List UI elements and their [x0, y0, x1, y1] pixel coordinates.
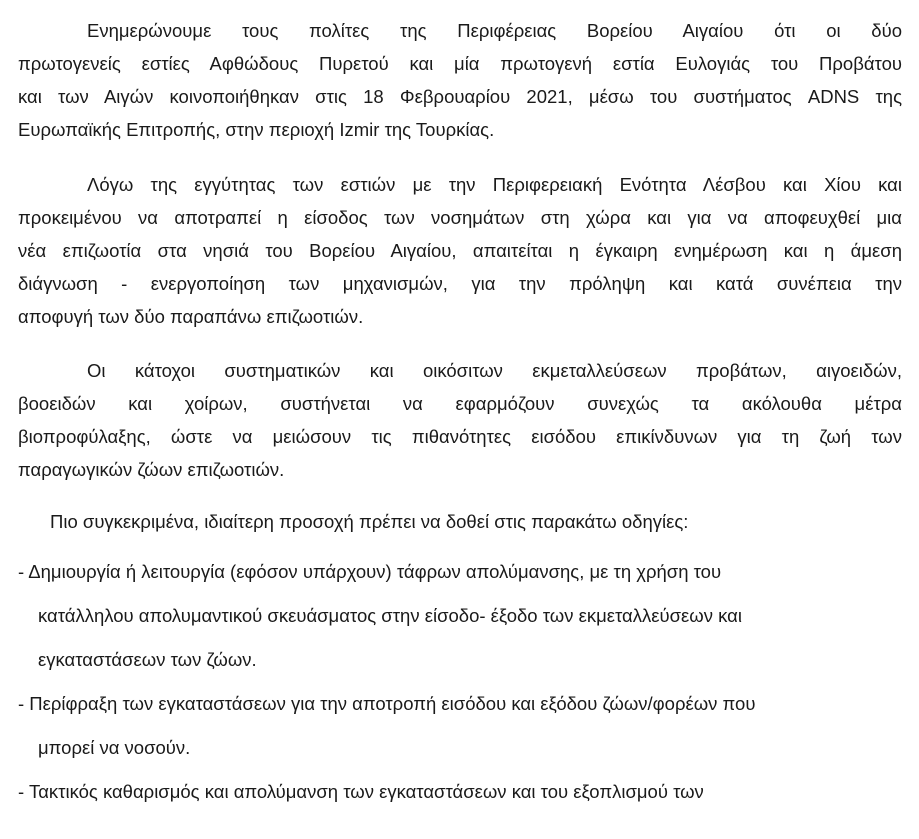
text-line: και των Αιγών κοινοποιήθηκαν στις 18 Φεβρουαρίου 2021, μέσω του συστήματος ADNS της: [18, 86, 902, 107]
text-line: κατάλληλου απολυμαντικού σκευάσματος στην είσοδο- έξοδο των εκμεταλλεύσεων και: [38, 605, 742, 626]
text-line: Ευρωπαϊκής Επιτροπής, στην περιοχή Izmir της Τουρκίας.: [18, 119, 495, 140]
text-line: βιοπροφύλαξης, ώστε να μειώσουν τις πιθανότητες εισόδου επικίνδυνων για τη ζωή των: [18, 426, 902, 447]
text-line: - Δημιουργία ή λειτουργία (εφόσον υπάρχουν) τάφρων απολύμανσης, με τη χρήση του: [18, 561, 722, 582]
paragraph-proximity: [18, 168, 902, 333]
list-item: [18, 550, 902, 682]
list-item: [18, 770, 902, 814]
text-line: διάγνωση - ενεργοποίηση των μηχανισμών, για την πρόληψη και κατά συνέπεια την: [18, 273, 902, 294]
paragraph-outbreak-notice: [18, 14, 902, 146]
text-line: αποφυγή των δύο παραπάνω επιζωοτιών.: [18, 306, 364, 327]
text-line: πρωτογενείς εστίες Αφθώδους Πυρετού και μία πρωτογενή εστία Ευλογιάς του Προβάτου: [18, 53, 902, 74]
text-line: μπορεί να νοσούν.: [38, 737, 191, 758]
paragraph-biosecurity: [18, 354, 902, 486]
text-line: Οι κάτοχοι συστηματικών και οικόσιτων εκμεταλλεύσεων προβάτων, αιγοειδών,: [87, 360, 902, 381]
text-line: Πιο συγκεκριμένα, ιδιαίτερη προσοχή πρέπει να δοθεί στις παρακάτω οδηγίες:: [50, 511, 689, 532]
text-line: - Περίφραξη των εγκαταστάσεων για την αποτροπή εισόδου και εξόδου ζώων/φορέων που: [18, 693, 756, 714]
text-line: προκειμένου να αποτραπεί η είσοδος των νοσημάτων στη χώρα και για να αποφευχθεί μια: [18, 207, 902, 228]
text-line: Ενημερώνουμε τους πολίτες της Περιφέρειας Βορείου Αιγαίου ότι οι δύο: [87, 20, 902, 41]
text-line: νέα επιζωοτία στα νησιά του Βορείου Αιγαίου, απαιτείται η έγκαιρη ενημέρωση και η άμεση: [18, 240, 902, 261]
instructions-intro: [50, 505, 900, 538]
text-line: - Τακτικός καθαρισμός και απολύμανση των εγκαταστάσεων και του εξοπλισμού των: [18, 781, 704, 802]
text-line: εγκαταστάσεων των ζώων.: [38, 649, 257, 670]
text-line: βοοειδών και χοίρων, συστήνεται να εφαρμόζουν συνεχώς τα ακόλουθα μέτρα: [18, 393, 902, 414]
list-item: [18, 682, 902, 770]
text-line: παραγωγικών ζώων επιζωοτιών.: [18, 459, 285, 480]
instructions-list: [18, 550, 902, 814]
text-line: Λόγω της εγγύτητας των εστιών με την Περιφερειακή Ενότητα Λέσβου και Χίου και: [87, 174, 902, 195]
